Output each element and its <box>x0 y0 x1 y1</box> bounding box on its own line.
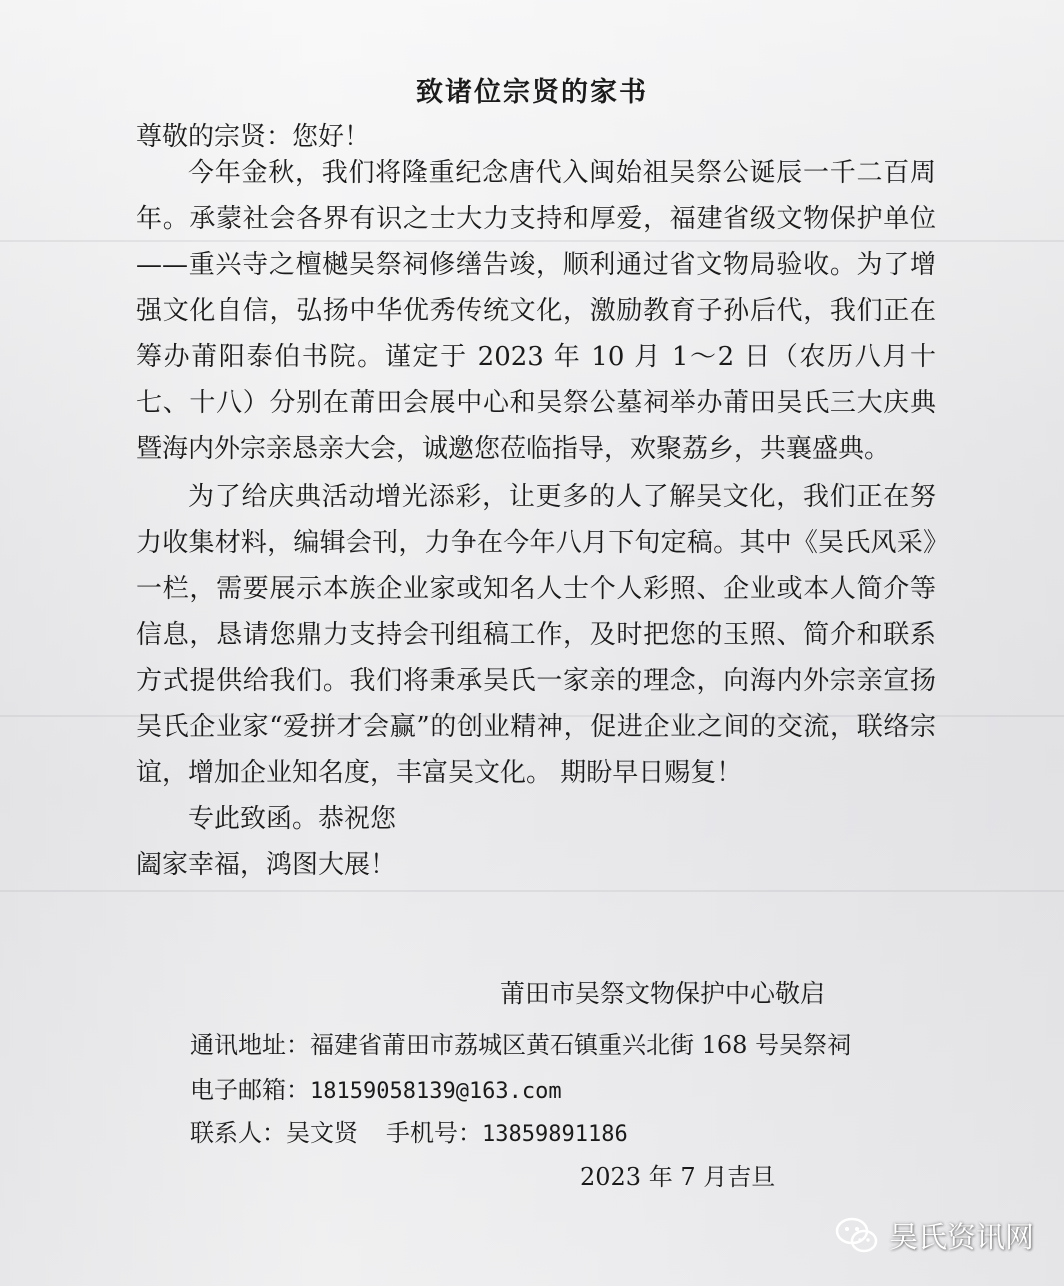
contact-person <box>190 1113 628 1148</box>
letter-greeting: 尊敬的宗贤：您好！ <box>136 122 371 152</box>
phone-label: 手机号： <box>386 1119 482 1147</box>
contact-label: 联系人： <box>190 1119 286 1147</box>
watermark <box>835 1215 1034 1256</box>
letter-paragraph-1: 今年金秋，我们将隆重纪念唐代入闽始祖吴祭公诞辰一千二百周年。承蒙社会各界有识之士大力支持和厚爱，福建省级文物保护单位——重兴寺之檀樾吴祭祠修缮告竣，顺利通过省文物局验收。为了增强文化自信，弘扬中华优秀传统文化，激励教育子孙后代，我们正在筹办莆阳泰伯书院。谨定于 2023 年 10 月 1～2 日（农历八月十七、十八）分别在莆田会展中心和吴祭公墓祠举办莆田吴氏三大庆典暨海内外宗亲恳亲大会，诚邀您莅临指导，欢聚荔乡，共襄盛典。 <box>136 158 936 464</box>
paper-fold-line <box>0 890 1064 892</box>
phone-value: 13859891186 <box>482 1122 628 1147</box>
letter-title: 致诸位宗贤的家书 <box>416 77 648 108</box>
email-label: 电子邮箱： <box>190 1076 310 1104</box>
email-value: 18159058139@163.com <box>310 1079 562 1104</box>
letter-sender: 莆田市吴祭文物保护中心敬启 <box>500 979 826 1008</box>
watermark-text: 吴氏资讯网 <box>888 1220 1034 1254</box>
letter-paragraph-3: 专此致函。恭祝您 <box>188 804 397 834</box>
contact-email <box>190 1070 562 1105</box>
contact-address <box>190 1025 851 1060</box>
letter-paragraph-2: 为了给庆典活动增光添彩，让更多的人了解吴文化，我们正在努力收集材料，编辑会刊，力争在今年八月下旬定稿。其中《吴氏风采》一栏，需要展示本族企业家或知名人士个人彩照、企业或本人简介等信息，恳请您鼎力支持会刊组稿工作，及时把您的玉照、简介和联系方式提供给我们。我们将秉承吴氏一家亲的理念，向海内外宗亲宣扬吴氏企业家“爱拼才会赢”的创业精神，促进企业之间的交流，联络宗谊，增加企业知名度，丰富吴文化。 期盼早日赐复！ <box>136 482 936 788</box>
letter-date: 2023 年 7 月吉旦 <box>580 1163 776 1191</box>
letter-closing: 阖家幸福，鸿图大展！ <box>136 850 397 880</box>
contact-name: 吴文贤 <box>286 1119 358 1147</box>
address-value: 福建省莆田市荔城区黄石镇重兴北街 168 号吴祭祠 <box>310 1031 852 1059</box>
wechat-icon <box>835 1216 879 1256</box>
address-label: 通讯地址： <box>190 1031 310 1059</box>
